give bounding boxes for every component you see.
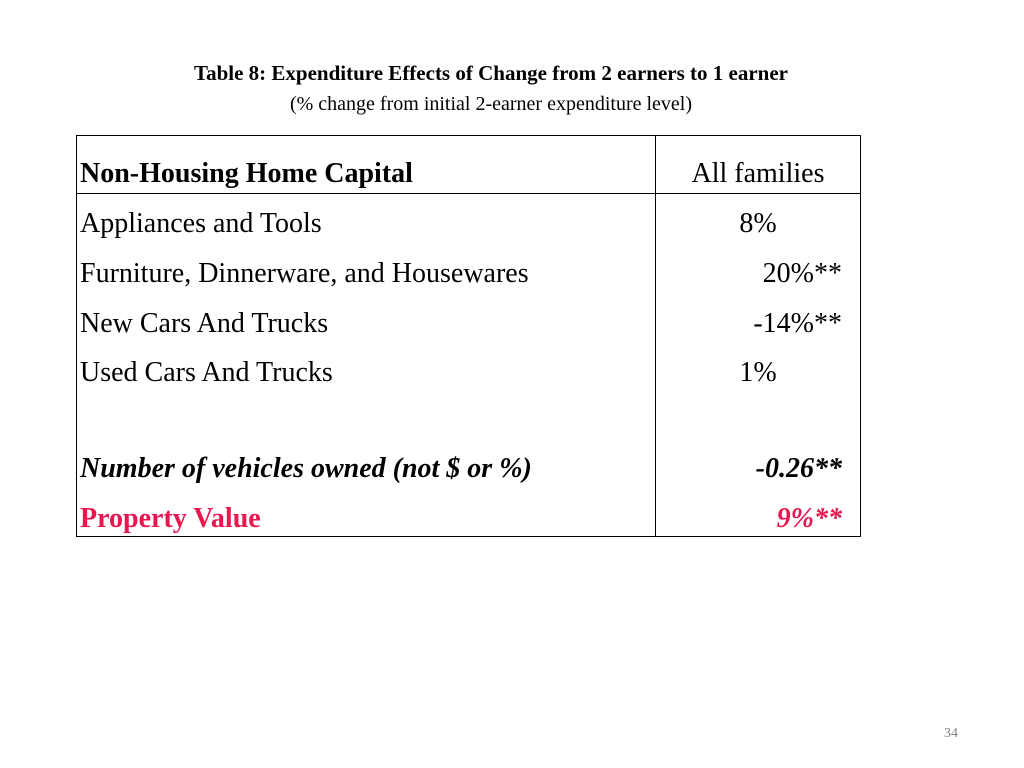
expenditure-table	[76, 135, 861, 537]
row-new-cars-value: -14%**	[753, 308, 842, 339]
row-property-value-label: Property Value	[80, 503, 261, 534]
column-divider	[655, 136, 656, 536]
row-appliances-label: Appliances and Tools	[80, 208, 322, 239]
row-furniture-value: 20%**	[762, 258, 842, 289]
header-all-families-label: All families	[691, 158, 825, 189]
table-subtitle: (% change from initial 2-earner expenditure level)	[289, 93, 693, 115]
header-category-label: Non-Housing Home Capital	[80, 158, 413, 189]
header-rule	[77, 193, 860, 194]
row-vehicles-owned-value: -0.26**	[755, 453, 842, 484]
row-appliances-value: 8%	[739, 208, 777, 239]
row-new-cars-label: New Cars And Trucks	[80, 308, 329, 339]
table-title: Table 8: Expenditure Effects of Change from 2 earners to 1 earner	[194, 61, 788, 85]
row-vehicles-owned-label: Number of vehicles owned (not $ or %)	[80, 453, 532, 484]
row-property-value-value: 9%**	[776, 503, 842, 534]
row-furniture-label: Furniture, Dinnerware, and Housewares	[80, 258, 529, 289]
page-number: 34	[944, 726, 958, 741]
row-used-cars-label: Used Cars And Trucks	[80, 357, 333, 388]
row-used-cars-value: 1%	[739, 357, 777, 388]
